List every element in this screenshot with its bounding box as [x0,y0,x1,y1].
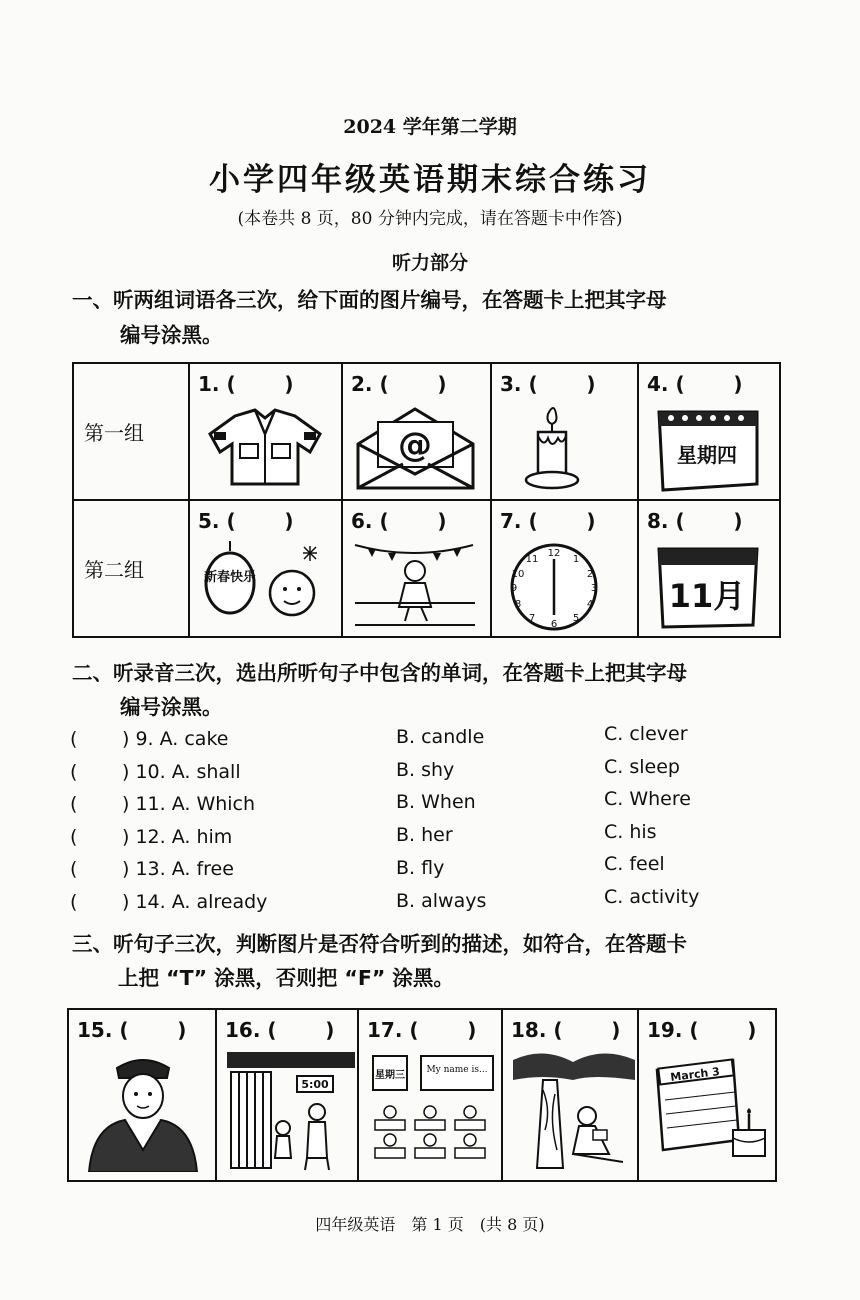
spring-festival-icon [200,541,330,629]
birthday-calendar-text: March 3 [669,1065,721,1084]
svg-text:2: 2 [586,569,594,580]
item-number-8: 8. ( ) [647,509,743,533]
item-number-15: 15. ( ) [77,1018,187,1042]
mc-row-option-b: B. candle [396,726,485,748]
part3-instruction-2: 上把 “T” 涂黑，否则把 “F” 涂黑。 [118,966,454,990]
item-number-3: 3. ( ) [500,372,596,396]
item-cell-15 [68,1009,216,1181]
item-cell-18 [502,1009,638,1181]
svg-text:8: 8 [514,599,522,610]
item-cell-3 [491,363,638,500]
mc-row-option-b: B. her [396,824,453,846]
mc-row-option-b: B. always [396,890,487,912]
part3-instruction-1: 三、听句子三次，判断图片是否符合听到的描述，如符合，在答题卡 [72,932,687,956]
candle-icon [502,404,622,492]
calendar-thursday-text: 星期四 [677,443,737,467]
mc-row-paren[interactable]: ( [70,793,78,815]
svg-text:7: 7 [528,613,536,624]
clock-sign-text: 5:00 [301,1078,329,1091]
mc-row-option-b: B. When [396,791,476,813]
svg-text:9: 9 [510,583,518,594]
exam-note: (本卷共 8 页，80 分钟内完成，请在答题卡中作答) [237,209,623,229]
email-envelope-icon [353,404,478,492]
calendar-november-text: 11月 [668,577,746,615]
svg-text:3: 3 [590,583,598,594]
group2-label: 第二组 [73,500,189,637]
mc-row-option-c: C. feel [604,853,665,875]
svg-text:6: 6 [550,619,558,630]
mc-row-option-a: ) 12. A. him [122,826,233,848]
item-number-18: 18. ( ) [511,1018,621,1042]
clock-icon [502,541,622,631]
mc-row-paren[interactable]: ( [70,728,78,750]
ice-skating-girl-icon [353,541,478,629]
school-gate-icon [227,1050,355,1172]
item-cell-8 [638,500,780,637]
mc-row-option-b: B. shy [396,759,455,781]
svg-text:11: 11 [525,554,539,565]
mc-row-paren[interactable]: ( [70,891,78,913]
picture-table-part3 [67,1008,777,1182]
item-number-17: 17. ( ) [367,1018,477,1042]
mc-row-option-b: B. fly [396,857,445,879]
semester-line: 2024 学年第二学期 [343,116,517,138]
item-cell-7 [491,500,638,637]
svg-text:4: 4 [586,599,594,610]
group1-label: 第一组 [73,363,189,500]
mc-row-paren[interactable]: ( [70,826,78,848]
mc-row-option-c: C. Where [604,788,691,810]
mc-row-option-a: ) 9. A. cake [122,728,229,750]
item-number-2: 2. ( ) [351,372,447,396]
mc-row-option-a: ) 11. A. Which [122,793,256,815]
classroom-icon [369,1050,497,1172]
item-cell-19 [638,1009,776,1181]
svg-text:12: 12 [547,548,561,559]
classroom-calendar-text: 星期三 [375,1070,405,1081]
calendar-november-icon [649,541,764,631]
page-title: 小学四年级英语期末综合练习 [209,162,651,198]
item-number-1: 1. ( ) [198,372,294,396]
mc-row-option-c: C. activity [604,886,700,908]
mc-row-paren[interactable]: ( [70,761,78,783]
item-cell-17 [358,1009,502,1181]
item-number-7: 7. ( ) [500,509,596,533]
item-number-5: 5. ( ) [198,509,294,533]
svg-text:10: 10 [511,569,525,580]
item-number-19: 19. ( ) [647,1018,757,1042]
item-number-6: 6. ( ) [351,509,447,533]
birthday-calendar-icon [649,1050,771,1172]
mc-row-option-a: ) 10. A. shall [122,761,241,783]
part2-instruction-1: 二、听录音三次，选出所听句子中包含的单词，在答题卡上把其字母 [72,661,687,685]
picture-table-part1 [72,362,781,638]
part1-instruction-2: 编号涂黑。 [120,323,223,347]
item-cell-5 [189,500,342,637]
item-cell-1 [189,363,342,500]
mc-row-option-c: C. sleep [604,756,680,778]
item-number-4: 4. ( ) [647,372,743,396]
mc-row-option-c: C. his [604,821,657,843]
part2-instruction-2: 编号涂黑。 [120,695,223,719]
mc-row-paren[interactable]: ( [70,858,78,880]
calendar-thursday-icon [649,404,764,494]
item-cell-16 [216,1009,358,1181]
uniform-shirt-icon [200,404,330,489]
board-text: My name is... [426,1065,488,1075]
item-cell-6 [342,500,491,637]
lantern-text: 新春快乐 [203,570,257,585]
item-cell-2 [342,363,491,500]
item-cell-4 [638,363,780,500]
reading-under-tree-icon [513,1050,635,1172]
part1-instruction-1: 一、听两组词语各三次，给下面的图片编号，在答题卡上把其字母 [72,288,667,312]
svg-text:5: 5 [572,613,580,624]
svg-text:1: 1 [572,554,580,565]
svg-text:@: @ [398,425,432,465]
policewoman-icon [79,1050,207,1172]
mc-row-option-a: ) 13. A. free [122,858,234,880]
mc-row-option-c: C. clever [604,723,688,745]
mc-row-option-a: ) 14. A. already [122,891,268,913]
section-title: 听力部分 [391,252,468,274]
page-footer: 四年级英语 第 1 页 (共 8 页) [315,1215,545,1234]
item-number-16: 16. ( ) [225,1018,335,1042]
